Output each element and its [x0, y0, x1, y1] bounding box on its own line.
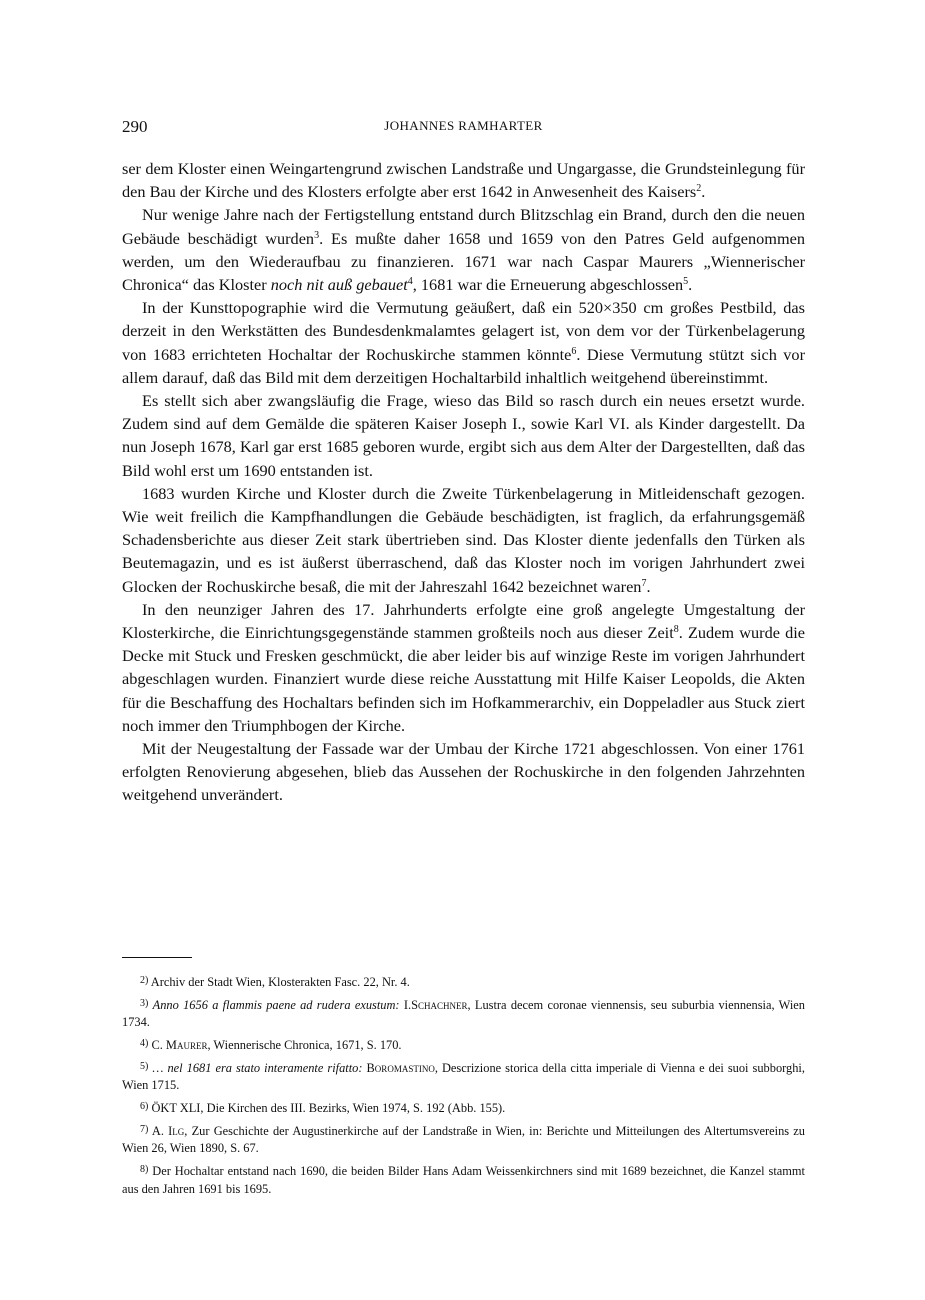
footnote-ref: 6 — [571, 345, 577, 357]
footnote-mark: 7) — [140, 1124, 149, 1136]
footnote-text: , Zur Geschichte der Augustinerkirche auf der Landstraße in Wien, in: Berichte und Mitteilungen des Altertumsvereins zu Wien 26, Wien 1890, S. 67. — [122, 1124, 805, 1156]
footnote-6 — [122, 1098, 805, 1117]
paragraph-text: ser dem Kloster einen Weingartengrund zwischen Landstraße und Ungargasse, die Grundsteinlegung für den Bau der Kirche und des Klosters erfolgte aber erst 1642 in Anwesenheit des Kaisers — [122, 159, 805, 202]
footnote-mark: 2) — [140, 975, 149, 986]
paragraph-3 — [122, 296, 805, 389]
footnote-5 — [122, 1058, 805, 1095]
italic-quote: noch nit auß gebauet — [270, 275, 408, 295]
paragraph-text: . Zudem wurde die Decke mit Stuck und Fresken geschmückt, die aber leider bis auf winzige Reste im vorigen Jahrhundert abgeschlagen wurden. Finanziert wurde diese reiche Ausstattung mit Hilfe Kaiser Leopolds, die Akten für die Beschaffung des Hochaltars befinden sich im Hofkammerarchiv, ein Doppeladler aus Stuck ziert noch immer den Triumphbogen der Kirche. — [122, 623, 805, 735]
footnote-3 — [122, 995, 805, 1032]
paragraph-text: . — [701, 182, 706, 202]
paragraph-5 — [122, 482, 805, 598]
footnote-mark: 5) — [140, 1060, 149, 1072]
footnote-author: Boromastino — [366, 1060, 435, 1075]
paragraph-text: , 1681 war die Erneuerung abgeschlossen — [412, 275, 684, 295]
paragraph-2 — [122, 203, 805, 296]
footnote-ref: 8 — [673, 624, 679, 636]
footnote-italic: … nel 1681 era stato interamente rifatto: — [152, 1060, 363, 1075]
paragraph-text: . — [646, 576, 651, 596]
footnote-text: , Wiennerische Chronica, 1671, S. 170. — [207, 1038, 402, 1053]
paragraph-text: . Diese Vermutung stützt sich vor allem darauf, daß das Bild mit dem derzeitigen Hochaltarbild inhaltlich weitgehend übereinstimmt. — [122, 344, 805, 387]
paragraph-text: 1683 wurden Kirche und Kloster durch die Zweite Türkenbelagerung in Mitleidenschaft gezogen. Wie weit freilich die Kampfhandlungen die Gebäude beschädigten, ist fraglich, da erfahrungsgemäß Schadensberichte aus dieser Zeit stark übertrieben sind. Das Kloster diente jedenfalls den Türken als Beutemagazin, und es ist äußerst überraschend, daß das Kloster noch im vorigen Jahrhundert zwei Glocken der Rochuskirche besaß, die mit der Jahreszahl 1642 bezeichnet waren — [122, 483, 805, 596]
page-number: 290 — [122, 117, 148, 136]
footnote-ref: 7 — [641, 577, 647, 589]
body-text — [122, 157, 805, 807]
paragraph-4: Es stellt sich aber zwangsläufig die Frage, wieso das Bild so rasch durch ein neues ersetzt wurde. Zudem sind auf dem Gemälde die späteren Kaiser Joseph I., sowie Karl VI. als Kinder dargestellt. Da nun Joseph 1678, Karl gar erst 1685 geboren wurde, ergibt sich aus dem Alter der Dargestellten, daß das Bild wohl erst um 1690 entstanden ist. — [122, 391, 805, 480]
footnote-author: Ilg — [168, 1124, 185, 1139]
paragraph-text: In den neunziger Jahren des 17. Jahrhunderts erfolgte eine groß angelegte Umgestaltung der Klosterkirche, die Einrichtungsgegenstände stammen großteils noch aus dieser Zeit — [122, 599, 805, 643]
footnote-prefix: C. — [151, 1038, 166, 1053]
footnote-prefix: A. — [151, 1124, 169, 1139]
footnote-author: Maurer — [165, 1038, 208, 1053]
footnote-mark: 6) — [140, 1101, 149, 1113]
footnote-7 — [122, 1121, 805, 1158]
footnote-8 — [122, 1161, 805, 1198]
paragraph-text: Nur wenige Jahre nach der Fertigstellung entstand durch Blitzschlag ein Brand, durch den die neuen Gebäude beschädigt wurden — [122, 205, 805, 248]
footnote-4 — [122, 1035, 805, 1054]
footnote-mark: 8) — [140, 1164, 149, 1176]
footnote-author: I.Schachner — [403, 997, 468, 1012]
paragraph-text: . Es mußte daher 1658 und 1659 von den Patres Geld aufgenommen werden, um den Wiederaufbau zu finanzieren. 1671 war nach Caspar Maurers „Wiennerischer Chronica“ das Kloster — [122, 228, 805, 295]
footnote-text: , Descrizione storica della citta imperiale di Vienna e dei suoi subborghi, Wien 1715. — [122, 1060, 805, 1093]
footnote-ref: 2 — [696, 183, 702, 195]
paragraph-7: Mit der Neugestaltung der Fassade war der Umbau der Kirche 1721 abgeschlossen. Von einer 1761 erfolgten Renovierung abgesehen, blieb das Aussehen der Rochuskirche in den folgenden Jahrzehnten weitgehend unverändert. — [122, 739, 805, 805]
footnote-ref: 3 — [314, 229, 320, 241]
footnotes — [122, 957, 805, 1201]
page-header — [122, 117, 805, 141]
footnote-2 — [122, 972, 805, 991]
paragraph-1 — [122, 157, 805, 203]
paragraph-text: In der Kunsttopographie wird die Vermutung geäußert, daß ein 520×350 cm großes Pestbild, das derzeit in den Werkstätten des Bundesdenkmalamtes gelagert ist, von dem vor der Türkenbelagerung von 1683 errichteten Hochaltar der Rochuskirche stammen könnte — [122, 298, 805, 364]
footnote-text: Der Hochaltar entstand nach 1690, die beiden Bilder Hans Adam Weissenkirchners sind mit 1689 bezeichnet, die Kanzel stammt aus den Jahren 1691 bis 1695. — [122, 1164, 805, 1196]
paragraph-6 — [122, 598, 805, 737]
footnote-divider — [122, 957, 192, 958]
footnote-italic: Anno 1656 a flammis paene ad rudera exustum: — [152, 997, 400, 1012]
footnote-text: ÖKT XLI, Die Kirchen des III. Bezirks, Wien 1974, S. 192 (Abb. 155). — [151, 1101, 506, 1116]
footnote-mark: 3) — [140, 997, 149, 1009]
footnote-ref: 4 — [407, 276, 413, 288]
footnote-text: Archiv der Stadt Wien, Klosterakten Fasc. 22, Nr. 4. — [150, 975, 410, 989]
page — [122, 117, 805, 807]
footnote-text: , Lustra decem coronae viennensis, seu suburbia viennensia, Wien 1734. — [122, 997, 805, 1030]
footnote-ref: 5 — [683, 276, 689, 288]
paragraph-text: . — [688, 275, 693, 295]
footnote-mark: 4) — [140, 1038, 149, 1050]
running-head: JOHANNES RAMHARTER — [384, 118, 543, 133]
